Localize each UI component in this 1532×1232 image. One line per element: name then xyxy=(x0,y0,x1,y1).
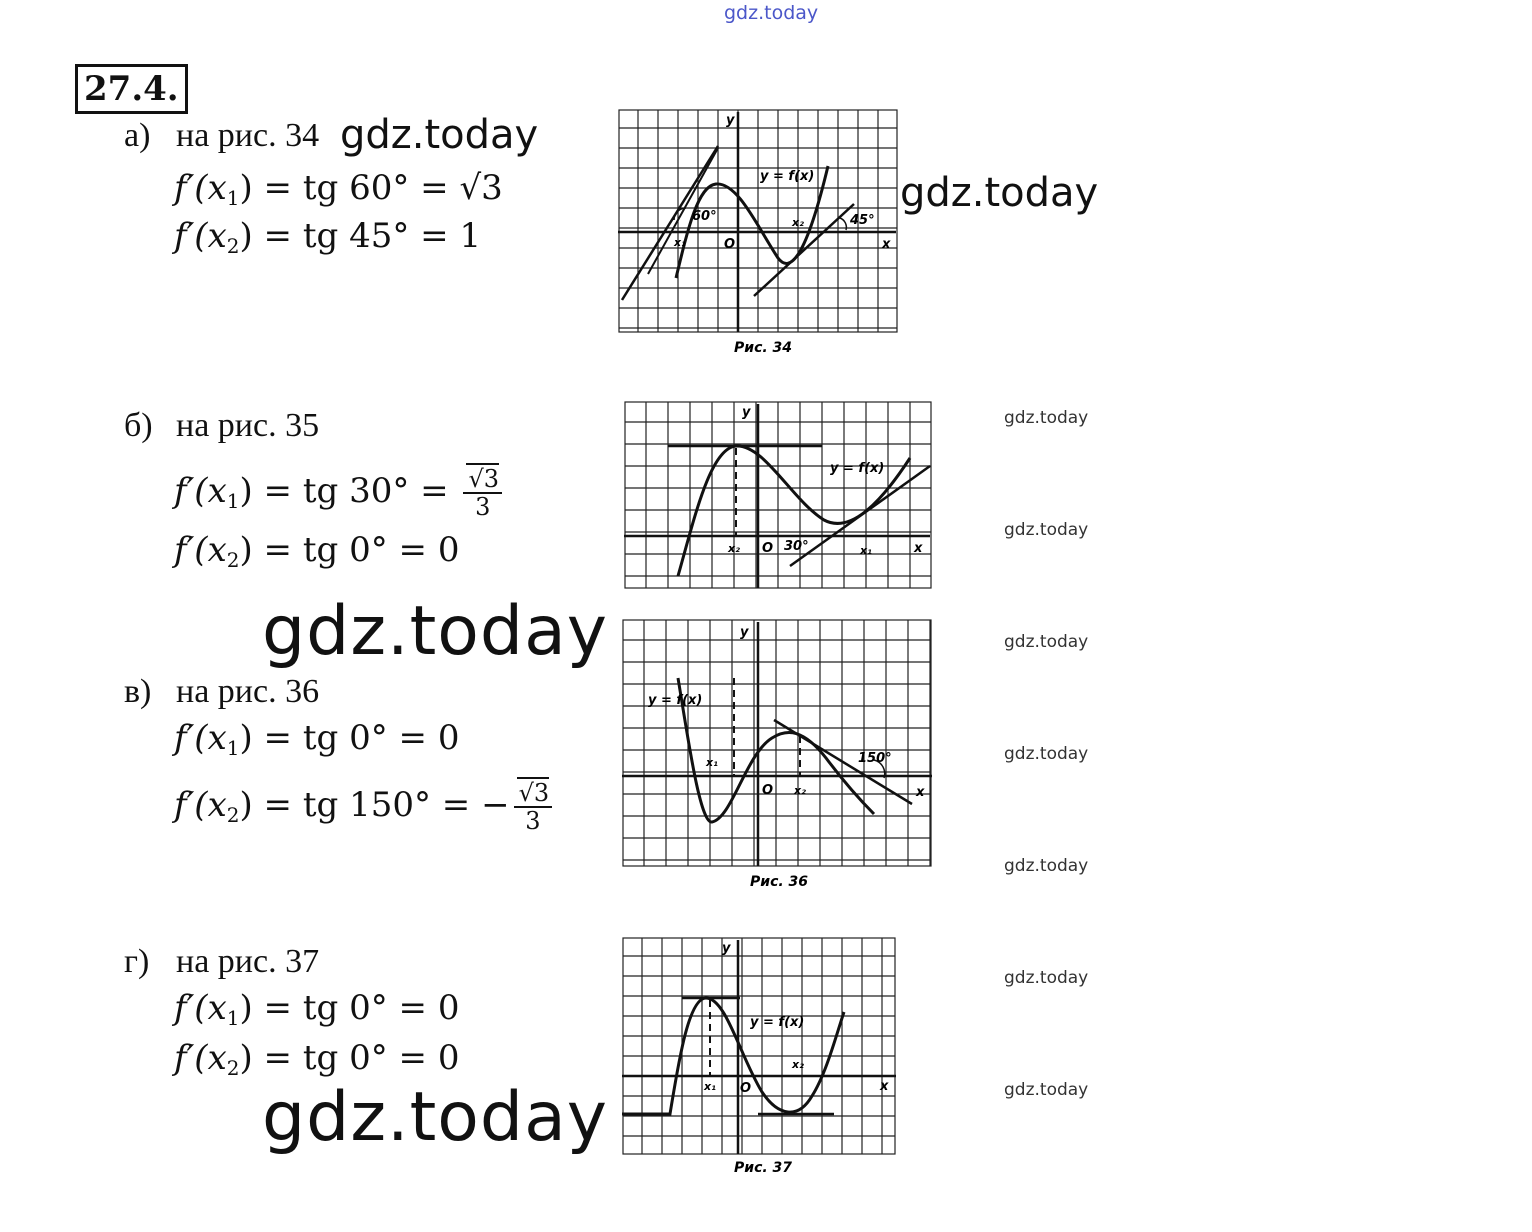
fig34-angle2: 45° xyxy=(850,213,875,228)
watermark-small-4: gdz.today xyxy=(1004,744,1089,764)
fig36-x2: x₂ xyxy=(794,784,806,797)
fig34-func: y = f(x) xyxy=(760,169,815,184)
watermark-small-6: gdz.today xyxy=(1004,968,1089,988)
part-b-eq1: $f'(x_1)$ = tg 30° = $\frac{√3}{3}$ xyxy=(174,466,502,523)
fig34-caption: Рис. 34 xyxy=(734,340,793,356)
watermark-small-3: gdz.today xyxy=(1004,632,1089,652)
fig36-y-label: y xyxy=(740,625,749,640)
watermark-big-1: gdz.today xyxy=(262,592,608,671)
fig37-caption: Рис. 37 xyxy=(734,1160,793,1176)
watermark-small-2: gdz.today xyxy=(1004,520,1089,540)
fig35-x-label: x xyxy=(914,541,923,556)
fig34-x1: x₁ xyxy=(674,236,686,249)
fig36-caption: Рис. 36 xyxy=(750,874,809,890)
fig37-x1: x₁ xyxy=(704,1080,716,1093)
part-b-heading xyxy=(124,406,319,446)
part-c-letter: в) xyxy=(124,673,152,710)
fig37-func: y = f(x) xyxy=(750,1015,805,1030)
fig34-x2: x₂ xyxy=(792,216,804,229)
part-b-title: на рис. 35 xyxy=(176,407,320,444)
watermark-small-1: gdz.today xyxy=(1004,408,1089,428)
part-b-eq2: $f'(x_2)$ = tg 0° = 0 xyxy=(174,530,460,572)
fig35-x1: x₁ xyxy=(860,544,872,557)
part-d-eq1: $f'(x_1)$ = tg 0° = 0 xyxy=(174,988,460,1030)
watermark-a-2: gdz.today xyxy=(900,170,1099,216)
part-d-letter: г) xyxy=(124,943,150,980)
figure-35 xyxy=(624,400,934,590)
part-d-eq2: $f'(x_2)$ = tg 0° = 0 xyxy=(174,1038,460,1080)
fig35-func: y = f(x) xyxy=(830,461,885,476)
fig37-origin: O xyxy=(740,1081,752,1096)
watermark-a-1: gdz.today xyxy=(340,112,539,158)
watermark-small-5: gdz.today xyxy=(1004,856,1089,876)
part-a-title: на рис. 34 xyxy=(176,117,320,154)
part-a-letter: а) xyxy=(124,117,151,154)
fig35-x2: x₂ xyxy=(728,542,740,555)
part-c-title: на рис. 36 xyxy=(176,673,320,710)
problem-number: 27.4. xyxy=(75,64,188,114)
figure-34 xyxy=(618,108,900,358)
figure-36 xyxy=(622,618,934,894)
part-b-letter: б) xyxy=(124,407,153,444)
fig34-y-label: y xyxy=(726,113,735,128)
fig35-y-label: y xyxy=(742,405,751,420)
fig36-origin: O xyxy=(762,783,774,798)
part-c-heading xyxy=(124,672,319,712)
fig34-angle1: 60° xyxy=(692,209,717,224)
watermark-top: gdz.today xyxy=(724,2,819,24)
part-d-heading xyxy=(124,942,319,982)
fig37-x-label: x xyxy=(880,1079,889,1094)
fig36-x1: x₁ xyxy=(706,756,718,769)
fig36-angle1: 150° xyxy=(858,751,892,766)
part-c-eq2: $f'(x_2)$ = tg 150° = − $\frac{√3}{3}$ xyxy=(174,780,552,837)
part-a-eq2: $f'(x_2)$ = tg 45° = 1 xyxy=(174,216,482,258)
watermark-big-2: gdz.today xyxy=(262,1078,608,1157)
fig36-func: y = f(x) xyxy=(648,693,703,708)
fig37-y-label: y xyxy=(722,941,731,956)
fig36-x-label: x xyxy=(916,785,925,800)
watermark-small-7: gdz.today xyxy=(1004,1080,1089,1100)
figure-37 xyxy=(622,936,898,1180)
fig34-x-label: x xyxy=(882,237,891,252)
fig37-x2: x₂ xyxy=(792,1058,804,1071)
part-d-title: на рис. 37 xyxy=(176,943,320,980)
fig35-angle1: 30° xyxy=(784,539,809,554)
fig35-origin: O xyxy=(762,541,774,556)
fig34-origin: O xyxy=(724,237,736,252)
part-a-eq1: $f'(x_1)$ = tg 60° = √3 xyxy=(174,168,503,210)
part-c-eq1: $f'(x_1)$ = tg 0° = 0 xyxy=(174,718,460,760)
part-a-heading xyxy=(124,116,319,156)
